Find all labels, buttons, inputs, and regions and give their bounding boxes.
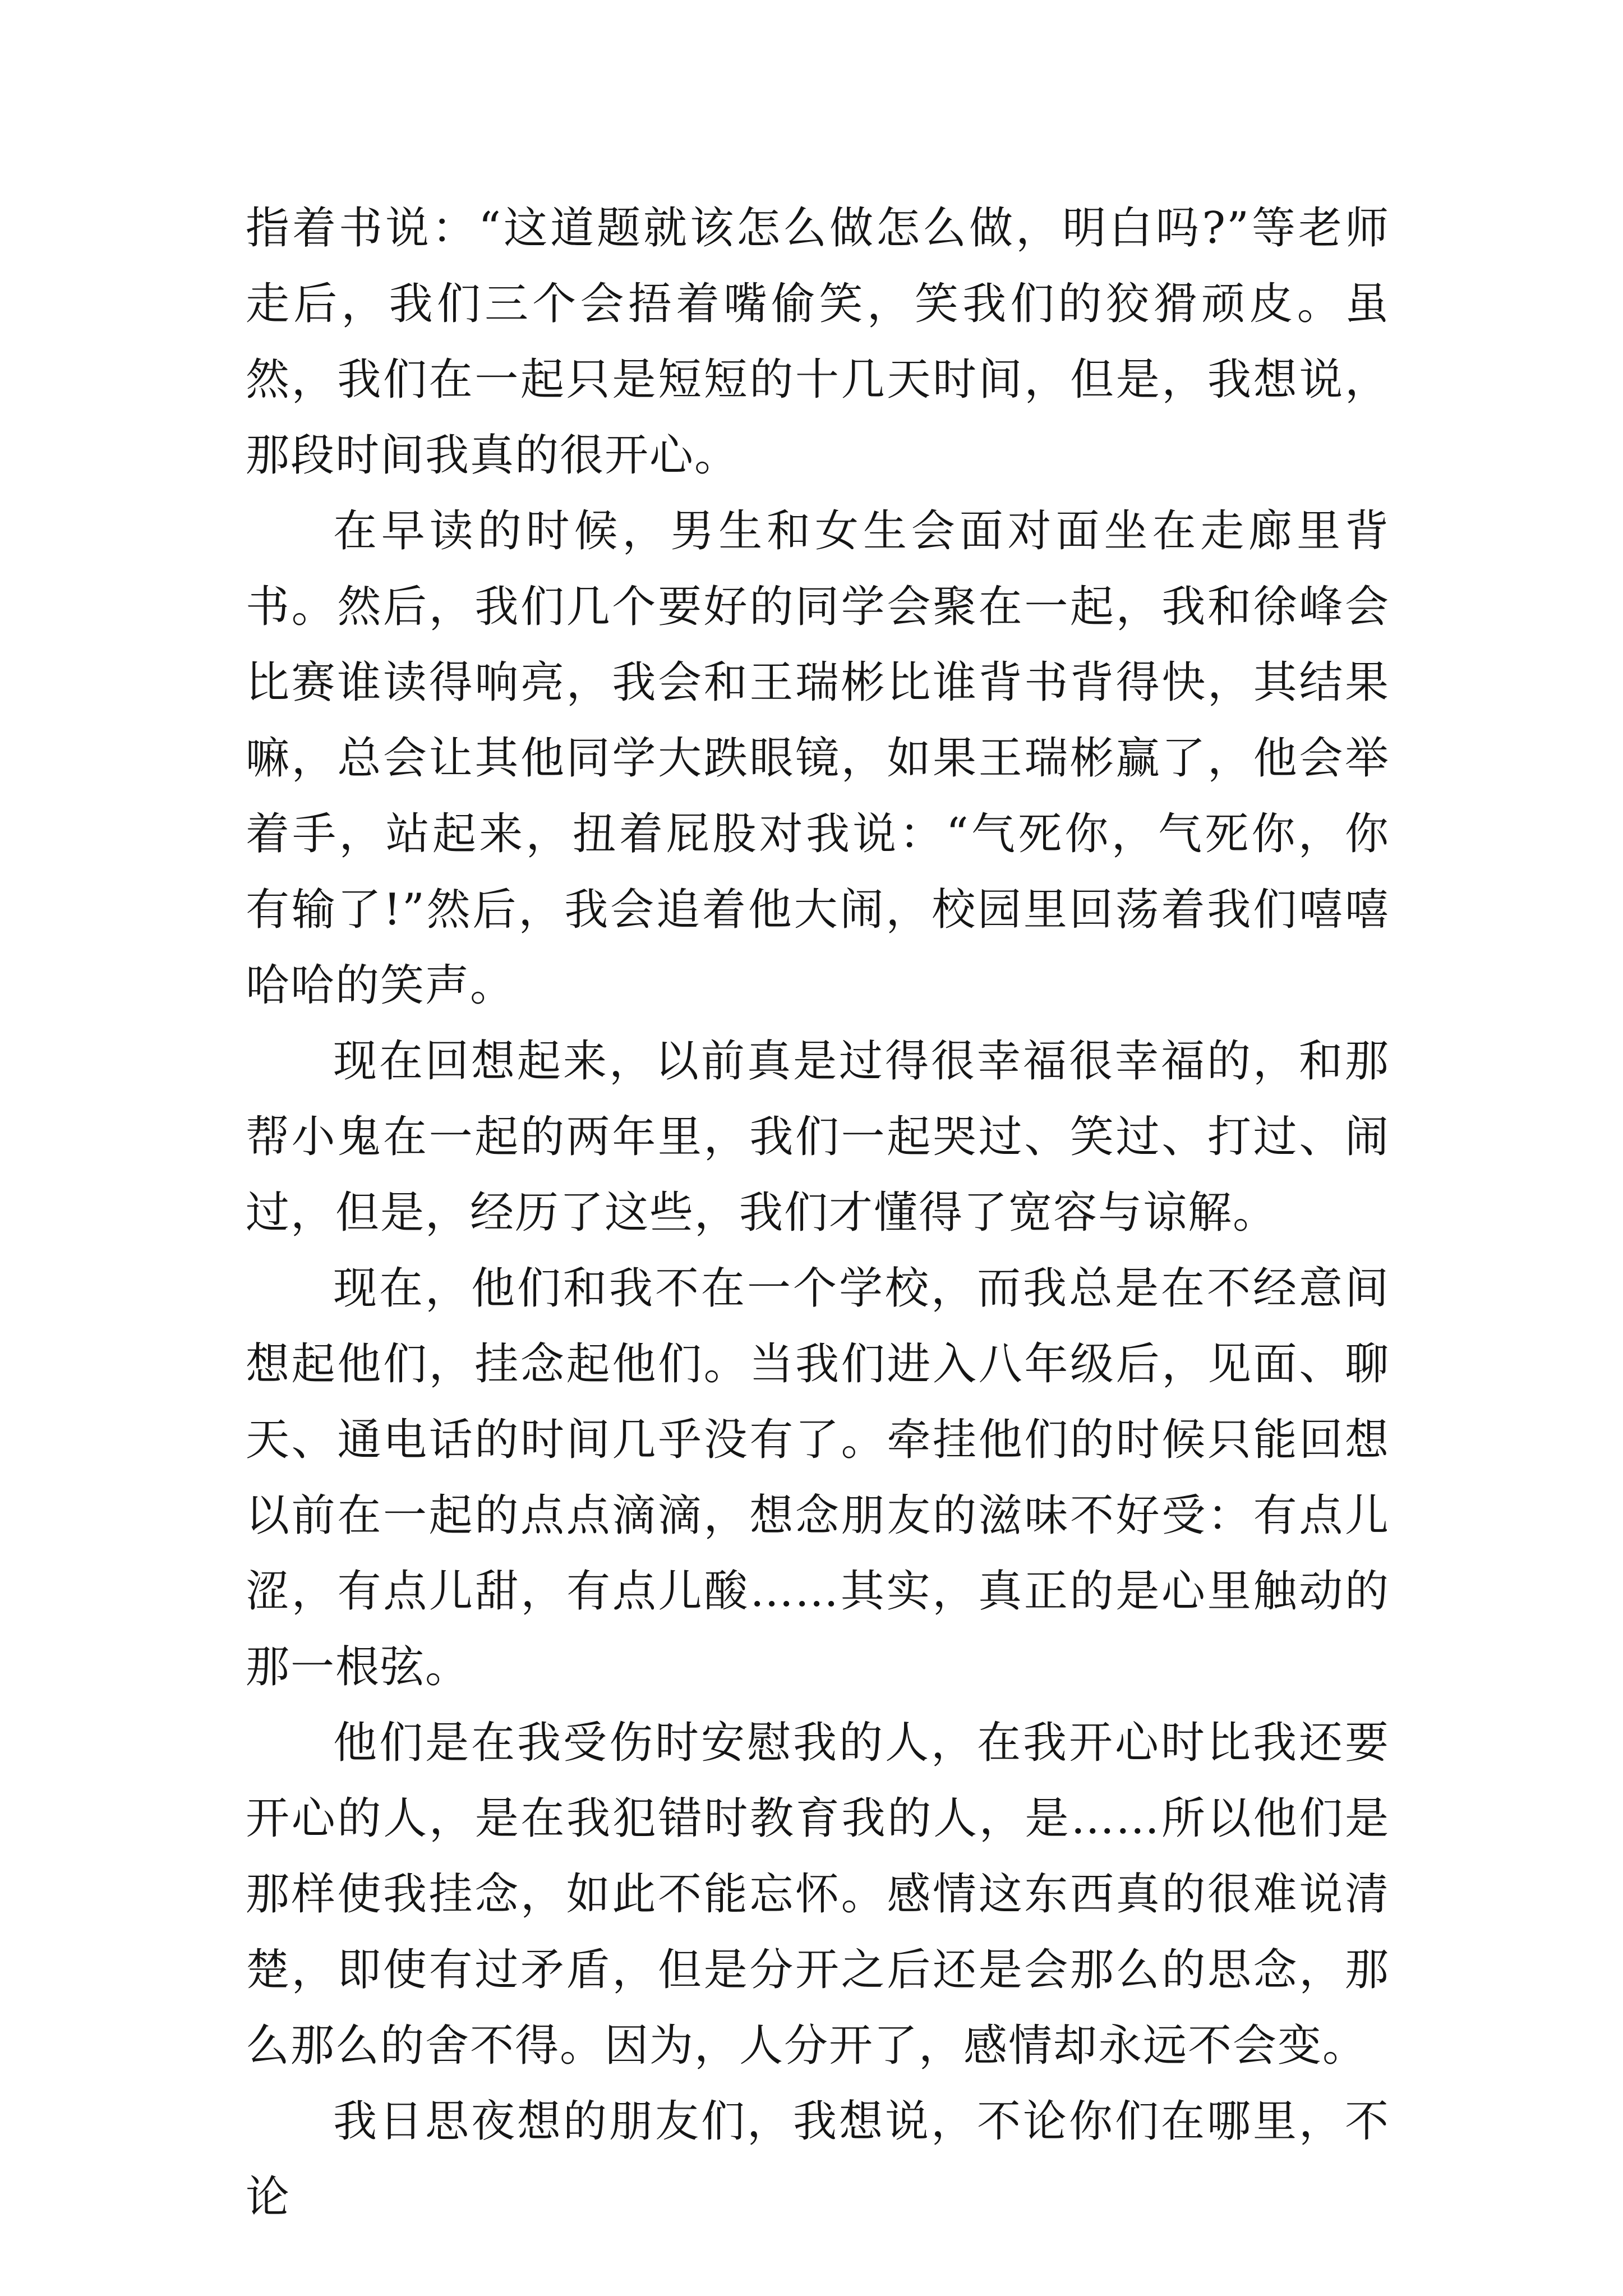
paragraph-5: 他们是在我受伤时安慰我的人，在我开心时比我还要开心的人，是在我犯错时教育我的人，是……所以他们是那样使我挂念，如此不能忘怀。感情这东西真的很难说清楚，即使有过矛盾，但是分开之后还是会那么的思念，那么那么的舍不得。因为，人分开了，感情却永远不会变。: [246, 1718, 1390, 2071]
paragraph-1: 指着书说：“这道题就该怎么做怎么做，明白吗?”等老师走后，我们三个会捂着嘴偷笑，笑我们的狡猾顽皮。虽然，我们在一起只是短短的十几天时间，但是，我想说，那段时间我真的很开心。: [246, 203, 1390, 481]
paragraph-3: 现在回想起来，以前真是过得很幸福很幸福的，和那帮小鬼在一起的两年里，我们一起哭过、笑过、打过、闹过，但是，经历了这些，我们才懂得了宽容与谅解。: [246, 1036, 1390, 1238]
paragraph-2: 在早读的时候，男生和女生会面对面坐在走廊里背书。然后，我们几个要好的同学会聚在一起，我和徐峰会比赛谁读得响亮，我会和王瑞彬比谁背书背得快，其结果嘛，总会让其他同学大跌眼镜，如果王瑞彬赢了，他会举着手，站起来，扭着屁股对我说：“气死你，气死你，你有输了!”然后，我会追着他大闹，校园里回荡着我们嘻嘻哈哈的笑声。: [246, 506, 1390, 1011]
document-body: [246, 191, 1390, 2235]
paragraph-6: 我日思夜想的朋友们，我想说，不论你们在哪里，不论: [246, 2096, 1390, 2223]
paragraph-4: 现在，他们和我不在一个学校，而我总是在不经意间想起他们，挂念起他们。当我们进入八年级后，见面、聊天、通电话的时间几乎没有了。牵挂他们的时候只能回想以前在一起的点点滴滴，想念朋友的滋味不好受：有点儿涩，有点儿甜，有点儿酸……其实，真正的是心里触动的那一根弦。: [246, 1263, 1390, 1692]
